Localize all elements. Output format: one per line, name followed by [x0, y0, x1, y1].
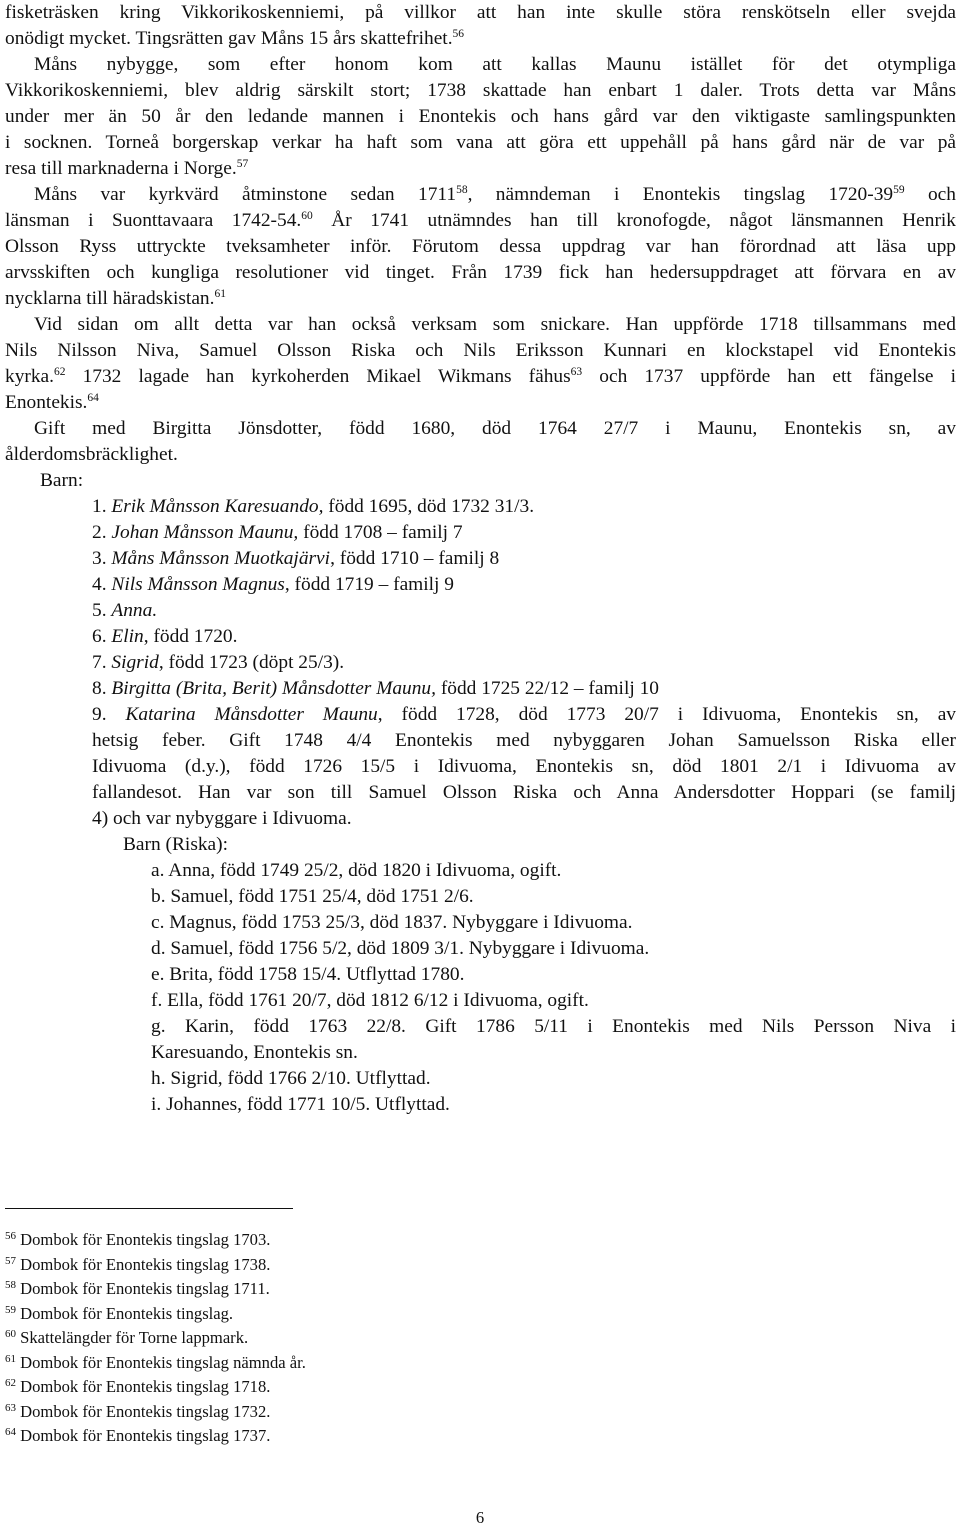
grandchild-entry: f. Ella, född 1761 20/7, död 1812 6/12 i Idivuoma, ogift.: [151, 990, 589, 1011]
text-line: Karesuando, Enontekis sn.: [151, 1042, 358, 1063]
text-line: 9. Katarina Månsdotter Maunu, född 1728, död 1773 20/7 i Idivuoma, Enontekis sn, av: [92, 704, 956, 725]
children-list: [5, 494, 956, 832]
text-line: g. Karin, född 1763 22/8. Gift 1786 5/11 i Enontekis med Nils Persson Niva i: [151, 1016, 956, 1037]
footnote: $^{64}$ Dombok för Enontekis tingslag 1737.: [5, 1426, 271, 1445]
paragraph-marriage: [5, 416, 956, 468]
text-line: Enontekis.$^{64}$: [5, 392, 99, 413]
page-number: 6: [475, 1508, 485, 1527]
footnote-ref: 57: [236, 158, 249, 170]
child-entry-katarina: [92, 702, 956, 832]
text-line: Måns var kyrkvärd åtminstone sedan 1711$^{58}$, nämndeman i Enontekis tingslag $1720-39^{59}$ och: [34, 184, 956, 205]
paragraph-homestead: [5, 52, 956, 182]
child-entry: 5. Anna.: [92, 600, 158, 621]
paragraph-fishing-rights: [5, 0, 956, 52]
text-line: Måns nybygge, som efter honom kom att kallas Maunu istället för det otympliga: [34, 54, 956, 75]
text-line: länsman i Suonttavaara 1742-54.60 År 1741 utnämndes han till kronofogde, något länsmannen Henrik: [5, 210, 956, 231]
text-line: Vikkorikoskenniemi, blev aldrig särskilt stort; 1738 skattade han enbart 1 daler. Trots detta var Måns: [5, 80, 956, 101]
text-line: Vid sidan om allt detta var han också verksam som snickare. Han uppförde 1718 tillsammans med: [34, 314, 956, 335]
footnote-ref: 58: [456, 184, 468, 196]
text-line: Idivuoma (d.y.), född 1726 15/5 i Idivuoma, Enontekis sn, död 1801 2/1 i Idivuoma av: [92, 756, 956, 777]
text-line: resa till marknaderna i Norge.$^{57}$: [5, 158, 249, 179]
text-line: i socknen. Torneå borgerskap verkar ha haft som vana att göra ett uppehåll på hans gård när de var på: [5, 132, 956, 153]
grandchild-entry: c. Magnus, född 1753 25/3, död 1837. Nybyggare i Idivuoma.: [151, 912, 633, 933]
text-line: Nils Nilsson Niva, Samuel Olsson Riska och Nils Eriksson Kunnari en klockstapel vid Enontekis: [5, 340, 956, 361]
grandchild-entry: d. Samuel, född 1756 5/2, död 1809 3/1. Nybyggare i Idivuoma.: [151, 938, 650, 959]
text-line: kyrka.$^{62}$ 1732 lagade han kyrkoherden Mikael Wikmans fähus$^{63}$ och 1737 uppförde han ett fängelse i: [5, 366, 956, 387]
grandchild-entry-karin: [151, 1014, 956, 1066]
footnote-ref: 64: [87, 392, 99, 404]
child-entry: 4. Nils Månsson Magnus, född 1719 – familj 9: [92, 574, 454, 595]
riska-children-heading: Barn (Riska):: [123, 834, 229, 855]
text-line: Olsson Ryss uttryckte tveksamheter inför. Förutom dessa uppdrag var han förordnad att läsa upp: [5, 236, 956, 257]
footnote-ref: 60: [301, 210, 313, 222]
text-line: under mer än 50 år den ledande mannen i Enontekis och hans gård var den viktigaste samlingspunkten: [5, 106, 956, 127]
children-heading: Barn:: [40, 470, 84, 491]
footnote: $^{59}$ Dombok för Enontekis tingslag.: [5, 1303, 234, 1323]
text-line: fisketräsken kring Vikkorikoskenniemi, på villkor att han inte skulle störa renskötseln eller svejda: [5, 2, 956, 23]
footnote-ref: 59: [893, 184, 905, 196]
footnotes: [5, 1228, 306, 1449]
footnote: $^{58}$ Dombok för Enontekis tingslag 1711.: [5, 1279, 270, 1298]
footnote-ref: 61: [214, 288, 226, 300]
paragraph-carpentry: [5, 312, 956, 416]
footnote: $^{57}$ Dombok för Enontekis tingslag 1738.: [5, 1254, 271, 1274]
text-line: nycklarna till häradskistan.$^{61}$: [5, 288, 226, 309]
text-line: hetsig feber. Gift 1748 4/4 Enontekis med nybyggaren Johan Samuelsson Riska eller: [92, 730, 956, 751]
document-page: [5, 0, 956, 1445]
text-line: ålderdomsbräcklighet.: [5, 444, 178, 465]
grandchildren-list: [5, 858, 956, 1118]
grandchild-entry: a. Anna, född 1749 25/2, död 1820 i Idivuoma, ogift.: [151, 860, 562, 881]
text-line: onödigt mycket. Tingsrätten gav Måns 15 års skattefrihet.$^{56}$: [5, 28, 465, 49]
footnote: $^{61}$ Dombok för Enontekis tingslag nämnda år.: [5, 1352, 306, 1372]
footnote: $^{60}$ Skattelängder för Torne lappmark.: [5, 1328, 249, 1347]
child-entry: 2. Johan Månsson Maunu, född 1708 – familj 7: [92, 522, 463, 543]
footnote-ref: 56: [452, 28, 465, 40]
child-entry: 3. Måns Månsson Muotkajärvi, född 1710 – familj 8: [92, 548, 500, 569]
footnote-separator: [5, 1208, 293, 1209]
grandchild-entry: e. Brita, född 1758 15/4. Utflyttad 1780.: [151, 964, 465, 985]
main-text: [5, 0, 956, 1118]
text-line: 4) och var nybyggare i Idivuoma.: [92, 808, 352, 829]
text-line: Gift med Birgitta Jönsdotter, född 1680, död 1764 27/7 i Maunu, Enontekis sn, av: [34, 418, 956, 439]
text-line: fallandesot. Han var son till Samuel Olsson Riska och Anna Andersdotter Hoppari (se familj: [92, 782, 956, 803]
grandchild-entry: h. Sigrid, född 1766 2/10. Utflyttad.: [151, 1068, 431, 1089]
child-entry: 7. Sigrid, född 1723 (döpt 25/3).: [92, 652, 345, 673]
child-entry: 6. Elin, född 1720.: [92, 626, 238, 647]
text-line: arvsskiften och kungliga resolutioner vid tinget. Från 1739 fick han hedersuppdraget att förvara en av: [5, 262, 956, 283]
grandchild-entry: i. Johannes, född 1771 10/5. Utflyttad.: [151, 1094, 450, 1115]
footnote: $^{56}$ Dombok för Enontekis tingslag 1703.: [5, 1230, 271, 1249]
footnote: $^{63}$ Dombok för Enontekis tingslag 1732.: [5, 1401, 271, 1421]
child-entry: 8. Birgitta (Brita, Berit) Månsdotter Maunu, född 1725 22/12 – familj 10: [92, 678, 659, 699]
footnote: $^{62}$ Dombok för Enontekis tingslag 1718.: [5, 1377, 271, 1396]
child-entry: 1. Erik Månsson Karesuando, född 1695, död 1732 31/3.: [92, 496, 535, 517]
paragraph-offices: [5, 182, 956, 312]
footnote-ref: 63: [570, 366, 583, 378]
grandchild-entry: b. Samuel, född 1751 25/4, död 1751 2/6.: [151, 886, 474, 907]
footnote-ref: 62: [54, 366, 66, 378]
